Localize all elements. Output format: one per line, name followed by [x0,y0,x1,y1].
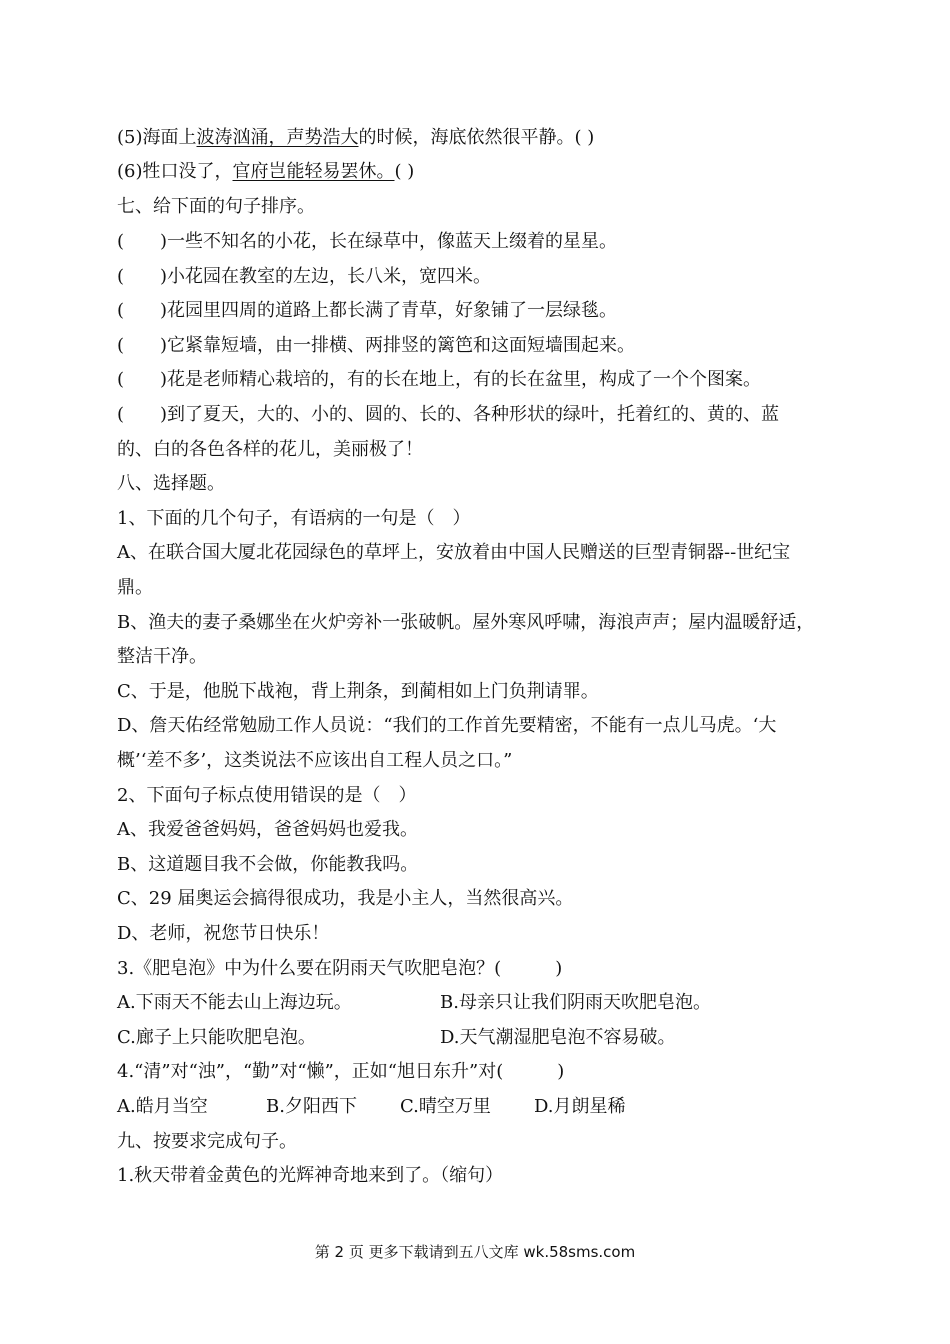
q6-item-6: (6)牲口没了，官府岂能轻易罢休。( ) [117,161,415,182]
option-a: A.下雨天不能去山上海边玩。 [117,992,352,1013]
option-b: B.母亲只让我们阴雨天吹肥皂泡。 [440,992,711,1013]
ordering-item: ( )它紧靠短墙，由一排横、两排竖的篱笆和这面短墙围起来。 [117,335,636,356]
option-line: 概’‘差不多’，这类说法不应该出自工程人员之口。” [117,750,513,771]
ordering-item: ( )小花园在教室的左边，长八米，宽四米。 [117,266,492,287]
question-2: 2、下面句子标点使用错误的是（ ） [117,785,417,806]
option-line: C、29 届奥运会搞得很成功，我是小主人，当然很高兴。 [117,888,574,909]
ordering-item: ( )到了夏天，大的、小的、圆的、长的、各种形状的绿叶，托着红的、黄的、蓝 [117,404,780,425]
option-line: D、詹天佑经常勉励工作人员说：“我们的工作首先要精密，不能有一点儿马虎。‘大 [117,715,777,736]
option-line: D、老师，祝您节日快乐！ [117,923,330,944]
option-line: A、我爱爸爸妈妈，爸爸妈妈也爱我。 [117,819,418,840]
section-title-9: 九、按要求完成句子。 [117,1131,297,1152]
task-1: 1.秋天带着金黄色的光辉神奇地来到了。（缩句） [117,1165,504,1186]
option-d: D.月朗星稀 [534,1096,626,1117]
underlined-phrase: 波涛汹涌，声势浩大 [196,127,359,148]
page-footer: 第 2 页 更多下载请到五八文库 wk.58sms.com [314,1243,636,1261]
option-c: C.廊子上只能吹肥皂泡。 [117,1027,316,1048]
question-4: 4.“清”对“浊”，“勤”对“懒”，正如“旭日东升”对( ) [117,1061,565,1082]
section-title-8: 八、选择题。 [117,473,225,494]
option-d: D.天气潮湿肥皂泡不容易破。 [440,1027,676,1048]
option-b: B.夕阳西下 [266,1096,357,1117]
option-c: C.晴空万里 [400,1096,491,1117]
ordering-item: ( )花园里四周的道路上都长满了青草，好象铺了一层绿毯。 [117,300,618,321]
option-line: 整洁干净。 [117,646,207,667]
option-line: B、渔夫的妻子桑娜坐在火炉旁补一张破帆。屋外寒风呼啸，海浪声声；屋内温暖舒适， [117,612,815,633]
q6-item-5: (5)海面上波涛汹涌，声势浩大的时候，海底依然很平静。( ) [117,127,595,148]
ordering-item: ( )一些不知名的小花，长在绿草中，像蓝天上缀着的星星。 [117,231,618,252]
option-line: 鼎。 [117,577,153,598]
option-a: A.皓月当空 [117,1096,208,1117]
section-title-7: 七、给下面的句子排序。 [117,196,315,217]
ordering-item: ( )花是老师精心栽培的，有的长在地上，有的长在盆里，构成了一个个图案。 [117,369,762,390]
underlined-phrase: 官府岂能轻易罢休。 [232,161,395,182]
question-3: 3.《肥皂泡》中为什么要在阴雨天气吹肥皂泡？( ) [117,958,563,979]
question-1: 1、下面的几个句子，有语病的一句是（ ） [117,508,471,529]
option-line: C、于是，他脱下战袍，背上荆条，到蔺相如上门负荆请罪。 [117,681,599,702]
option-line: A、在联合国大厦北花园绿色的草坪上，安放着由中国人民赠送的巨型青铜器--世纪宝 [117,542,791,563]
ordering-item-continued: 的、白的各色各样的花儿，美丽极了！ [117,439,423,460]
option-line: B、这道题目我不会做，你能教我吗。 [117,854,419,875]
